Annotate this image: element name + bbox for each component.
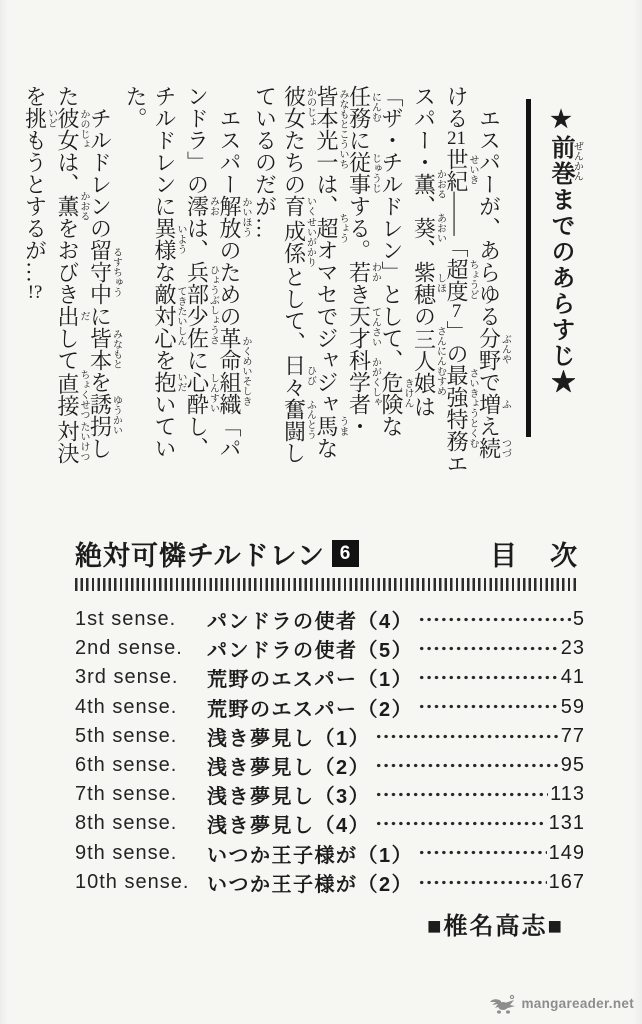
toc-entry-page: 77 xyxy=(560,724,585,747)
toc-entry-title: 浅き夢見し（4） xyxy=(207,815,371,838)
synopsis-section xyxy=(22,85,602,475)
toc-entry-page: 41 xyxy=(560,666,585,689)
toc-dot-leader xyxy=(418,663,559,692)
toc-entry-page: 23 xyxy=(560,637,585,660)
toc-entry-title: いつか王子様が（2） xyxy=(207,873,414,896)
toc-row xyxy=(75,605,585,634)
toc-dot-leader xyxy=(418,634,559,663)
toc-entry-label: 10th sense. xyxy=(75,870,190,893)
toc-entry-title: パンドラの使者（5） xyxy=(207,640,414,663)
toc-row xyxy=(75,868,585,897)
toc-entry-page: 5 xyxy=(572,608,585,631)
toc-header xyxy=(75,534,580,573)
toc-entry-page: 149 xyxy=(548,841,585,864)
watermark-text: mangareader.net xyxy=(521,995,634,1011)
toc-entry-label: 8th sense. xyxy=(75,812,178,835)
toc-entry-title: 浅き夢見し（1） xyxy=(207,727,371,750)
toc-entry-title: 浅き夢見し（3） xyxy=(207,786,371,809)
toc-entry-label: 2nd sense. xyxy=(75,637,183,660)
synopsis-title xyxy=(526,99,588,437)
toc-entry-label: 4th sense. xyxy=(75,695,178,718)
toc-entry-title: パンドラの使者（4） xyxy=(207,611,414,634)
toc-row xyxy=(75,839,585,868)
toc-dot-leader xyxy=(418,693,559,722)
toc-entry-label: 1st sense. xyxy=(75,608,177,631)
toc-entry-title: 荒野のエスパー（1） xyxy=(207,669,414,692)
contents-heading: 目 次 xyxy=(490,541,580,571)
toc-entry-label: 5th sense. xyxy=(75,724,178,747)
striped-divider xyxy=(75,578,578,591)
toc-row xyxy=(75,751,585,780)
synopsis-paragraph: エスパー解放かいほうのための革命組織かくめいそしき「パンドラ」の澪みおは、兵部少佐ひょうぶしょうさに心酔しんすいし、チルドレンに異様いような敵対心てきたいしんを抱いだいていた。 xyxy=(123,85,251,459)
toc-entry-title: 荒野のエスパー（2） xyxy=(207,698,414,721)
toc-row xyxy=(75,809,585,838)
toc-entry-label: 7th sense. xyxy=(75,783,178,806)
volume-number-badge: 6 xyxy=(332,540,359,567)
toc-row xyxy=(75,634,585,663)
toc-entry-page: 131 xyxy=(548,812,585,835)
toc-entry-title: 浅き夢見し（2） xyxy=(207,757,371,780)
series-title-group xyxy=(75,534,359,573)
toc-dot-leader xyxy=(418,868,547,897)
toc-entry-page: 95 xyxy=(560,754,585,777)
toc-entry-title: いつか王子様が（1） xyxy=(207,844,414,867)
toc-entry-page: 113 xyxy=(550,783,585,806)
toc-dot-leader xyxy=(418,605,571,634)
series-title: 絶対可憐チルドレン xyxy=(75,541,325,571)
toc-entry-label: 6th sense. xyxy=(75,754,178,777)
toc-row xyxy=(75,663,585,692)
toc-entry-label: 9th sense. xyxy=(75,841,178,864)
toc-dot-leader xyxy=(418,839,547,868)
watermark xyxy=(488,991,634,1015)
toc-dot-leader xyxy=(375,722,559,751)
toc-list xyxy=(75,605,585,897)
synopsis-paragraph: チルドレンの留守中るすちゅうに皆本みなもとを誘拐ゆうかいした彼女かのじょは、薫かおるをおびき出だして直接ちょくせつ対決たいけつを挑いどもうとするが…!? xyxy=(22,85,122,464)
toc-entry-label: 3rd sense. xyxy=(75,666,179,689)
mangareader-logo-icon xyxy=(488,991,518,1015)
toc-row xyxy=(75,693,585,722)
toc-row xyxy=(75,780,585,809)
toc-dot-leader xyxy=(375,809,547,838)
author-credit: ■椎名高志■ xyxy=(427,913,564,940)
toc-dot-leader xyxy=(375,780,548,809)
toc-entry-page: 167 xyxy=(548,870,585,893)
toc-entry-page: 59 xyxy=(560,695,585,718)
synopsis-body xyxy=(21,85,511,475)
synopsis-title-text: ★前巻ぜんかんまでのあらすじ★ xyxy=(547,105,583,395)
toc-row xyxy=(75,722,585,751)
toc-dot-leader xyxy=(375,751,559,780)
synopsis-paragraph: エスパーが、あらゆる分野ぶんやで増ふえ続つづける21世紀せいき——「超度ちょうど7」の最強特務さいきょうとくむエスパー・薫かおる、葵あおい、紫穂しほの三人娘さんにんむすめは「ザ・チルドレン」として、危険きけんな任務にんむに従事じゅうじする。若わかき天才てんさい科学者かがくしゃ・皆本光一みなもとこういちは、超ちょうオマセでジャジャ馬うまな彼女かのじょたちの育いく成係せいがかりとして、日々ひび奮闘ふんとうしているのだが… xyxy=(252,85,511,475)
